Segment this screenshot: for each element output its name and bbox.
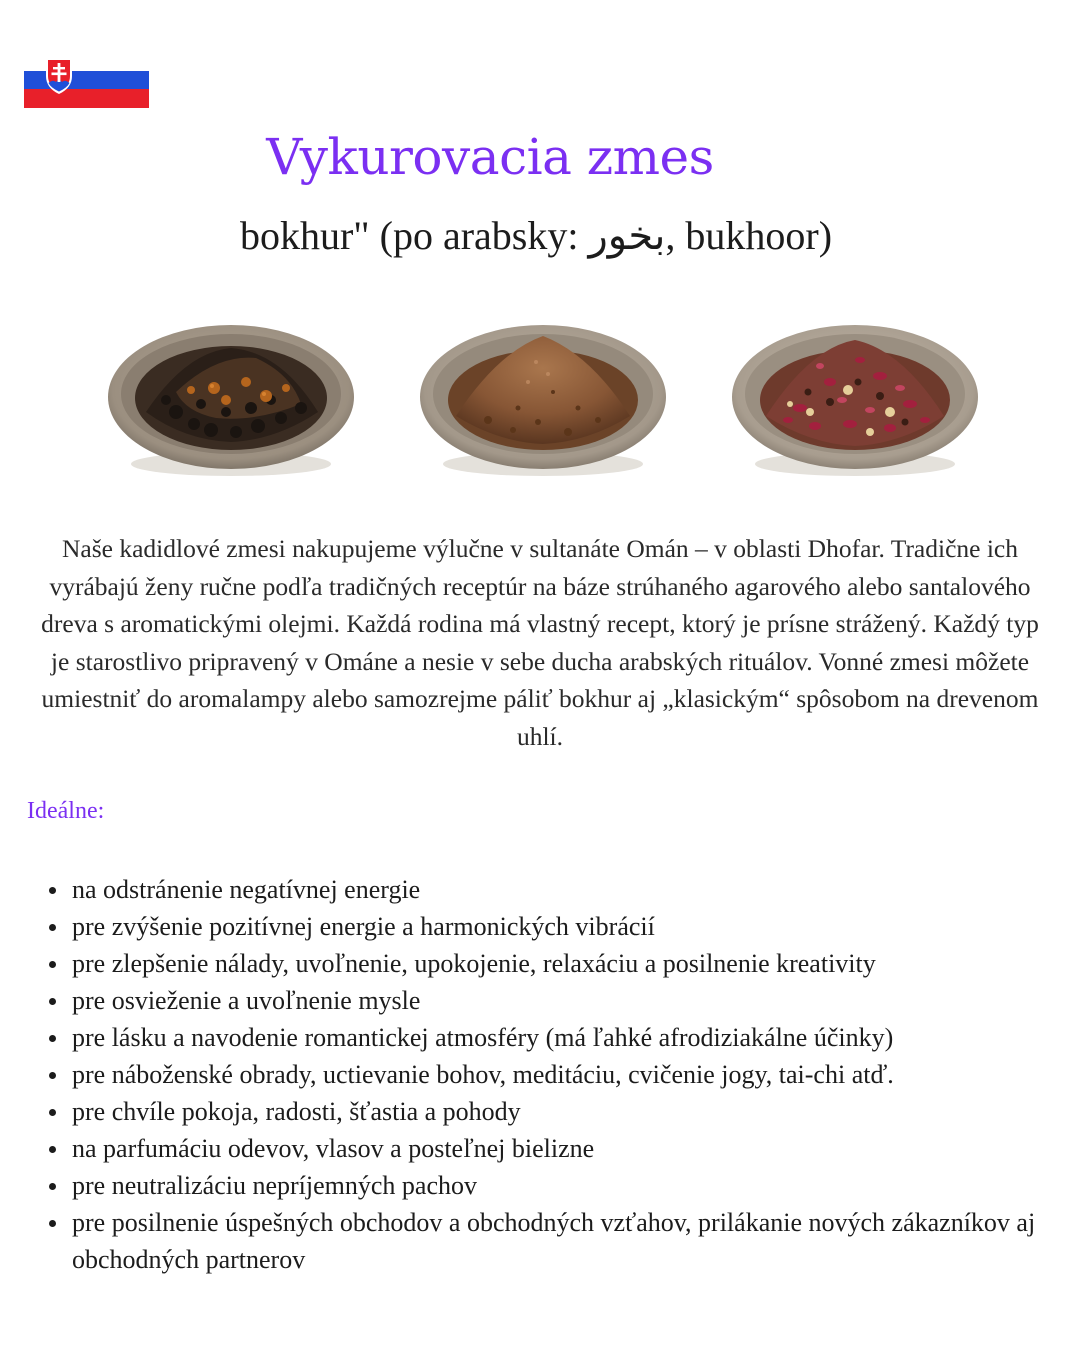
dark-incense-bowl-icon — [106, 312, 356, 482]
list-item: pre zlepšenie nálady, uvoľnenie, upokojenie, relaxáciu a posilnenie kreativity — [72, 945, 1062, 982]
list-item: pre chvíle pokoja, radosti, šťastia a pohody — [72, 1093, 1062, 1130]
list-item: pre neutralizáciu nepríjemných pachov — [72, 1167, 1062, 1204]
list-item: pre zvýšenie pozitívnej energie a harmonických vibrácií — [72, 908, 1062, 945]
benefits-list — [72, 871, 1062, 1278]
ideal-heading: Ideálne: — [27, 798, 105, 824]
intro-paragraph: Naše kadidlové zmesi nakupujeme výlučne v sultanáte Omán – v oblasti Dhofar. Tradične ich vyrábajú ženy ručne podľa tradičných receptúr na báze strúhaného agarového alebo santalového dreva s aromatickými olejmi. Každá rodina má vlastný recept, ktorý je prísne strážený. Každý typ je starostlivo pripravený v Ománe a nesie v sebe ducha arabských rituálov. Vonné zmesi môžete umiestniť do aromalampy alebo samozrejme páliť bokhur aj „klasickým“ spôsobom na drevenom uhlí. — [41, 534, 1039, 751]
list-item: pre lásku a navodenie romantickej atmosféry (má ľahké afrodiziakálne účinky) — [72, 1019, 1062, 1056]
brown-incense-powder-bowl-icon — [418, 312, 668, 482]
list-item: pre osvieženie a uvoľnenie mysle — [72, 982, 1062, 1019]
slovak-flag-icon — [24, 52, 149, 108]
rose-petal-incense-bowl-icon — [730, 312, 980, 482]
list-item: na parfumáciu odevov, vlasov a posteľnej bielizne — [72, 1130, 1062, 1167]
page-subtitle: bokhur" (po arabsky: بخور, bukhoor) — [239, 213, 833, 258]
list-item: pre posilnenie úspešných obchodov a obchodných vzťahov, prilákanie nových zákazníkov aj obchodných partnerov — [72, 1204, 1062, 1278]
page-title: Vykurovacia zmes — [266, 128, 714, 186]
product-images — [100, 312, 980, 492]
list-item: pre náboženské obrady, uctievanie bohov, meditáciu, cvičenie jogy, tai-chi atď. — [72, 1056, 1062, 1093]
list-item: na odstránenie negatívnej energie — [72, 871, 1062, 908]
